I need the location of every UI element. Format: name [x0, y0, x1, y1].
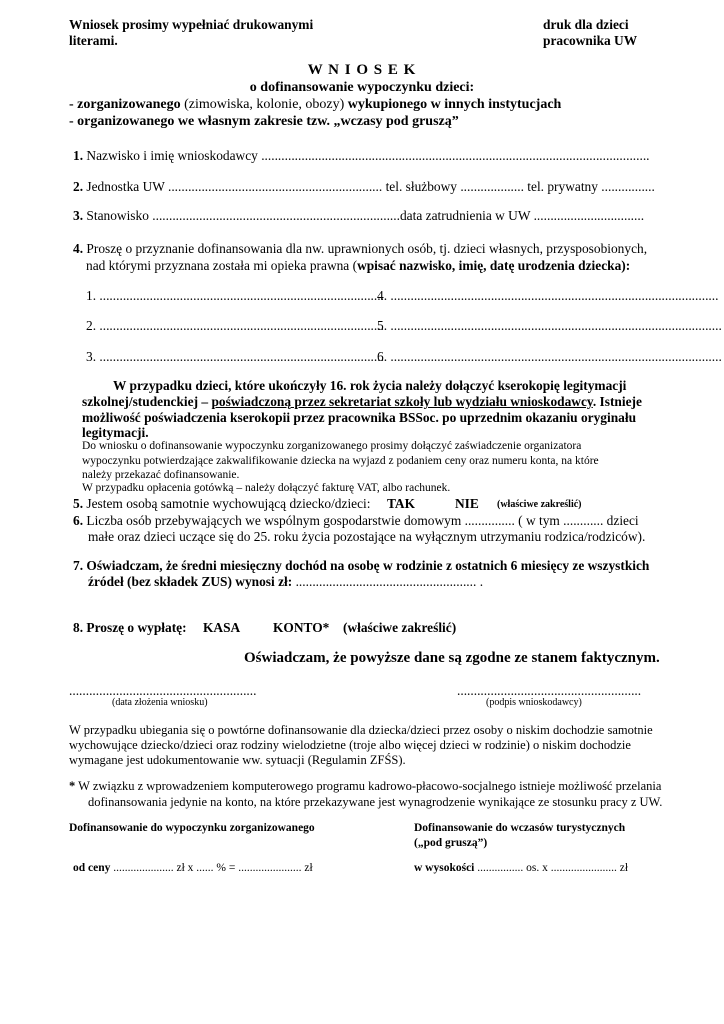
- field-3-number: 3.: [73, 208, 84, 223]
- form-subtitle-organized: [69, 97, 561, 113]
- header-form-type-line2: pracownika UW: [543, 33, 638, 48]
- tourist-funding-calculation[interactable]: [414, 862, 628, 874]
- field-6-household-line2: małe oraz dzieci uczące się do 25. roku życia pozostające na wyłącznym utrzymaniu rodzica/rodziców).: [88, 529, 646, 544]
- notice-line2: [82, 394, 642, 410]
- child-entry-4[interactable]: 4. ..................................................................................................: [377, 288, 719, 303]
- field-8-hint: (właściwe zakreślić): [343, 620, 457, 635]
- notice-line1: W przypadku dzieci, które ukończyły 16. rok życia należy dołączyć kserokopię legitymacji: [113, 378, 627, 393]
- price-formula: ..................... zł x ...... % = ...................... zł: [113, 862, 313, 874]
- field-1-number: 1.: [73, 148, 84, 163]
- child-entry-2[interactable]: 2. .....................................................................................: [86, 318, 384, 333]
- notice-certification-requirement: poświadczoną przez sekretariat szkoły lub wydziału wnioskodawcy: [211, 394, 593, 409]
- footnote-line1: [69, 779, 661, 794]
- attachment-note-line4: W przypadku opłacenia gotówką – należy dołączyć fakturę VAT, albo rachunek.: [82, 482, 451, 494]
- field-8-text: Proszę o wypłatę:: [86, 620, 187, 635]
- field-5-hint: (właściwe zakreślić): [497, 499, 582, 510]
- attachment-note-line1: Do wniosku o dofinansowanie wypoczynku zorganizowanego prosimy dołączyć zaświadczenie organizatora: [82, 440, 582, 452]
- field-4-number: 4.: [73, 241, 84, 256]
- amount-formula: ................ os. x ....................... zł: [477, 862, 629, 874]
- organized-examples: (zimowiska, kolonie, obozy): [184, 97, 345, 112]
- footnote-text-line1: W związku z wprowadzeniem komputerowego programu kadrowo-płacowo-socjalnego istnieje możliwość przelania: [78, 779, 662, 793]
- applicant-signature-label: (podpis wnioskodawcy): [486, 697, 582, 708]
- tourist-funding-title-line1: Dofinansowanie do wczasów turystycznych: [414, 822, 626, 834]
- field-8-number: 8.: [73, 620, 84, 635]
- organized-funding-calculation[interactable]: [73, 862, 313, 874]
- field-3-text: Stanowisko ..........................................................................data zatrudnienia w UW .................................: [86, 208, 645, 223]
- form-subtitle: o dofinansowanie wypoczynku dzieci:: [249, 80, 475, 95]
- field-4-request-line2: [86, 258, 630, 274]
- field-4-instruction: wpisać nazwisko, imię, datę urodzenia dziecka):: [357, 258, 631, 273]
- header-instruction-line2: literami.: [69, 33, 118, 48]
- field-7-income-line2[interactable]: [88, 574, 483, 590]
- field-4-text-line2: nad którymi przyznana została mi opieka prawna (: [86, 258, 358, 273]
- field-5-number: 5.: [73, 496, 84, 511]
- organized-label: - zorganizowanego: [69, 97, 181, 112]
- attachment-note-line2: wypoczynku potwierdzające zakwalifikowanie dziecka na wyjazd z podaniem ceny oraz numeru konta, na które: [82, 455, 599, 467]
- field-7-text-line1: Oświadczam, że średni miesięczny dochód na osobę w rodzinie z ostatnich 6 miesięcy ze wszystkich: [86, 558, 650, 573]
- repeat-note-line2: wychowujące dziecko/dzieci oraz rodziny wielodzietne (troje albo więcej dzieci w rodzinie) o niskim dochodzie: [69, 738, 631, 752]
- field-4-request-line1: [73, 241, 647, 257]
- amount-label: w wysokości: [414, 862, 475, 874]
- option-no[interactable]: NIE: [455, 496, 479, 511]
- field-1-text: Nazwisko i imię wnioskodawcy ....................................................................................................................: [86, 148, 650, 163]
- field-2-number: 2.: [73, 179, 84, 194]
- notice-line2-end: . Istnieje: [592, 394, 642, 409]
- option-cash[interactable]: KASA: [203, 620, 241, 635]
- field-7-amount-dots: ...................................................... .: [295, 574, 484, 589]
- date-signature-label: (data złożenia wniosku): [112, 697, 208, 708]
- option-yes[interactable]: TAK: [387, 496, 416, 511]
- child-entry-3[interactable]: 3. .....................................................................................: [86, 349, 384, 364]
- header-instruction-line1: Wniosek prosimy wypełniać drukowanymi: [69, 17, 314, 32]
- declaration-statement: Oświadczam, że powyższe dane są zgodne ze stanem faktycznym.: [244, 650, 660, 666]
- field-7-text-line2: źródeł (bez składek ZUS) wynosi zł:: [88, 574, 293, 589]
- form-subtitle-own: - organizowanego we własnym zakresie tzw. „wczasy pod gruszą”: [69, 114, 459, 129]
- footnote-line2: dofinansowania jedynie na konto, na które przekazywane jest wynagrodzenie wynikające ze stosunku pracy z UW.: [88, 795, 663, 809]
- repeat-note-line1: W przypadku ubiegania się o powtórne dofinansowanie dla dziecka/dzieci przez osoby o niskim dochodzie samotnie: [69, 723, 653, 737]
- field-2-text: Jednostka UW ................................................................ tel. służbowy ................... tel. prywatny ................: [86, 179, 655, 194]
- field-7-number: 7.: [73, 558, 84, 573]
- child-entry-5[interactable]: 5. ...................................................................................................: [377, 318, 722, 333]
- notice-line2-start: szkolnej/studenckiej –: [82, 394, 212, 409]
- field-1-applicant-name[interactable]: [73, 148, 650, 164]
- field-5-single-parent: [73, 496, 371, 512]
- form-title: W N I O S E K: [307, 62, 417, 78]
- attachment-note-line3: należy przekazać dofinansowanie.: [82, 469, 240, 481]
- field-3-position-date[interactable]: [73, 208, 644, 224]
- tourist-funding-title-line2: („pod gruszą”): [414, 837, 488, 849]
- field-2-unit-phones[interactable]: [73, 179, 655, 195]
- notice-line4: legitymacji.: [82, 425, 149, 440]
- field-5-text: Jestem osobą samotnie wychowującą dziecko/dzieci:: [86, 496, 371, 511]
- applicant-signature-line[interactable]: .......................................................: [457, 683, 642, 698]
- field-8-payout: [73, 620, 187, 636]
- field-6-household-line1[interactable]: [73, 513, 639, 529]
- price-label: od ceny: [73, 862, 111, 874]
- field-6-text-line1: Liczba osób przebywających we wspólnym gospodarstwie domowym ............... ( w tym ............ dzieci: [86, 513, 639, 528]
- organized-source: wykupionego w innych instytucjach: [347, 97, 562, 112]
- child-entry-1[interactable]: 1. .....................................................................................: [86, 288, 384, 303]
- field-6-number: 6.: [73, 513, 84, 528]
- option-account[interactable]: KONTO*: [273, 620, 330, 635]
- child-entry-6[interactable]: 6. ...................................................................................................: [377, 349, 722, 364]
- header-form-type-line1: druk dla dzieci: [543, 17, 629, 32]
- field-4-text-line1: Proszę o przyznanie dofinansowania dla nw. uprawnionych osób, tj. dzieci własnych, przysposobionych,: [86, 241, 648, 256]
- field-7-income-line1: [73, 558, 649, 574]
- organized-funding-title: Dofinansowanie do wypoczynku zorganizowanego: [69, 822, 315, 834]
- date-signature-line[interactable]: ........................................................: [69, 683, 257, 698]
- repeat-note-line3: wymagane jest udokumentowanie ww. sytuacji (Regulamin ZFŚS).: [69, 753, 406, 767]
- notice-line3: możliwość poświadczenia kserokopii przez pracownika BSSoc. po uprzednim okazaniu oryginału: [82, 410, 637, 425]
- footnote-star: *: [69, 779, 76, 793]
